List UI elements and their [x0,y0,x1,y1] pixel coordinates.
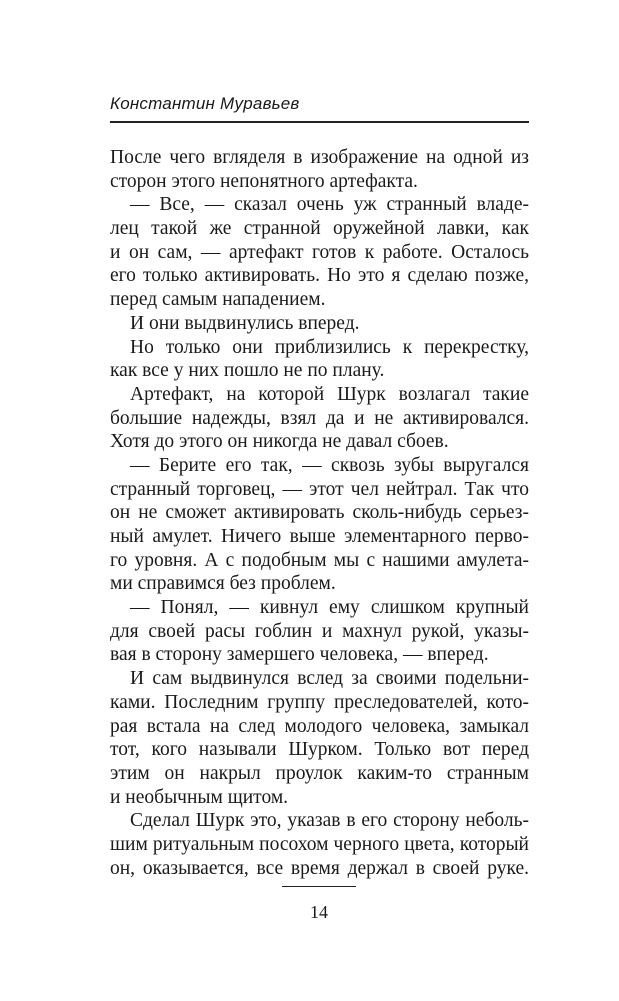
text-line: сторон этого непонятного артефакта. [110,170,418,192]
text-line: большие надежды, взял да и не активировался. [110,407,529,429]
page-number: 14 [310,902,328,922]
text-line: для своей расы гоблин и махнул рукой, указы- [110,620,529,642]
text-line: он, оказывается, все время держал в своей руке. [110,857,529,879]
text-line: И они выдвинулись вперед. [130,312,360,334]
running-head-author: Константин Муравьев [110,94,300,113]
text-line: он не сможет активировать сколь-нибудь серьез- [110,502,529,524]
text-line: как все у них пошло не по плану. [110,360,385,382]
text-line: перед самым нападением. [110,289,326,311]
text-line: шим ритуальным посохом черного цвета, который [110,833,529,855]
text-line: И сам выдвинулся вслед за своими подельни- [130,668,529,690]
text-line: ками. Последним группу преследователей, кото- [110,691,529,713]
text-line: вая в сторону замершего человека, — вперед. [110,644,489,666]
text-line: — Понял, — кивнул ему слишком крупный [130,597,529,619]
text-line: и он сам, — артефакт готов к работе. Осталось [110,241,529,263]
text-line: Хотя до этого он никогда не давал сбоев. [110,431,449,453]
text-line: ми справимся без проблем. [110,573,336,595]
text-line: — Берите его так, — сквозь зубы выругался [130,454,529,476]
text-line: го уровня. А с подобным мы с нашими амулета- [110,549,529,571]
text-line: Артефакт, на которой Шурк возлагал такие [130,383,529,405]
header-rule [110,121,529,123]
text-line: лец такой же странной оружейной лавки, как [110,218,529,240]
text-line: рая встала на след молодого человека, замыкал [110,715,529,737]
text-line: тот, кого называли Шурком. Только вот перед [110,739,529,761]
body-text [110,146,529,880]
text-line: Но только они приблизились к перекрестку, [130,336,529,358]
text-line: Сделал Шурк это, указав в его сторону неболь- [130,810,529,832]
text-line: его только активировать. Но это я сделаю позже, [110,265,529,287]
footer-rule [282,886,356,887]
text-line: ный амулет. Ничего выше элементарного перво- [110,526,529,547]
text-line: этим он накрыл проулок каким-то странным [110,762,529,784]
text-line: и необычным щитом. [110,786,289,808]
text-line: После чего вгляделя в изображение на одной из [110,147,529,168]
text-line: странный торговец, — этот чел нейтрал. Так что [110,478,529,500]
text-line: — Все, — сказал очень уж странный владе- [130,194,529,216]
